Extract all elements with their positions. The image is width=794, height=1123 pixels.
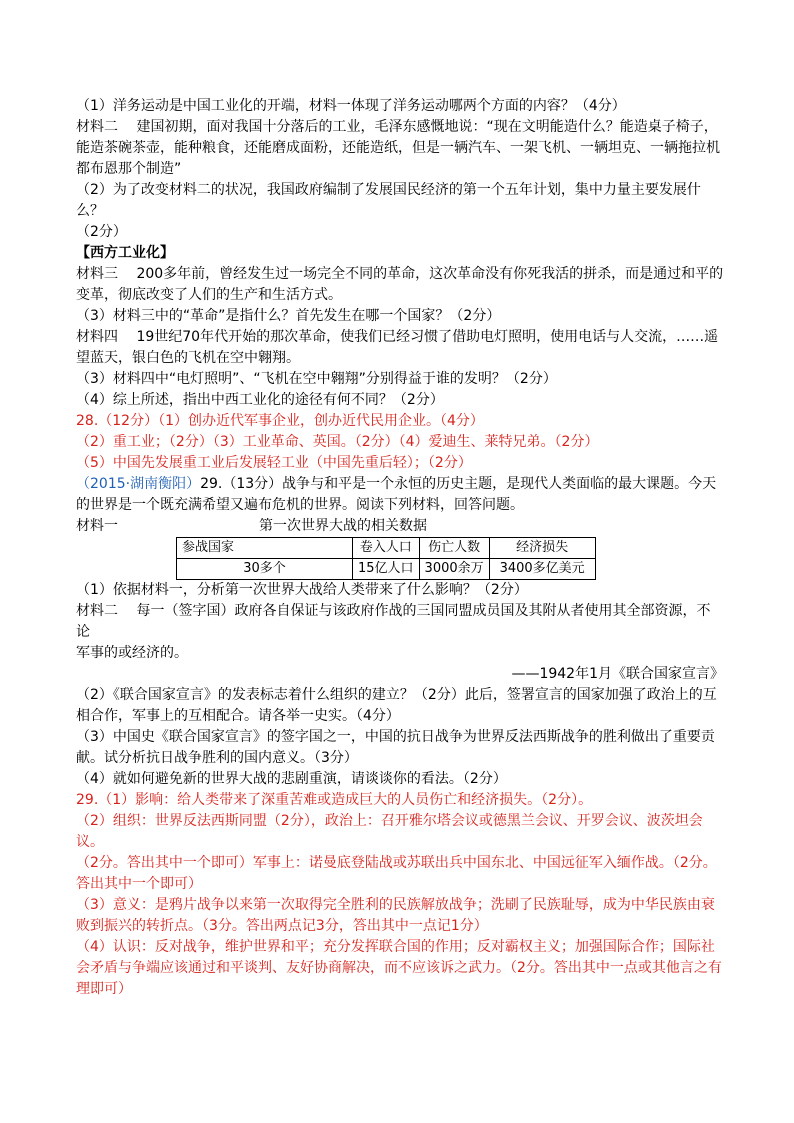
text-line: 理即可） (76, 981, 132, 997)
table-header-row (177, 538, 596, 559)
text-line: 【西方工业化】 (76, 245, 174, 261)
text-line: 材料二 建国初期，面对我国十分落后的工业，毛泽东感慨地说：“现在文明能造什么？能造桌子椅子， (76, 119, 718, 135)
table-caption: 第一次世界大战的相关数据 (259, 518, 427, 534)
text-line: （2）为了改变材料二的状况，我国政府编制了发展国民经济的第一个五年计划，集中力量主要发展什么？ (76, 182, 701, 219)
section-war-and-peace (76, 580, 724, 1000)
text-line: 相合作，军事上的互相配合。请各举一史实。（4分） (76, 708, 400, 724)
text-line: 能造茶碗茶壶，能种粮食，还能磨成面粉，还能造纸，但是一辆汽车、一架飞机、一辆坦克、一辆拖拉机 (76, 140, 720, 156)
table-row (177, 559, 596, 580)
table-cell: 3000余万 (419, 559, 489, 580)
section-chinese-industrialization (76, 96, 724, 474)
table-cell: 15亿人口 (353, 559, 420, 580)
text-line: （2）《联合国家宣言》的发表标志着什么组织的建立？（2分）此后，签署宣言的国家加强了政治上的互 (76, 687, 717, 703)
text-line: （3）材料四中“电灯照明”、“飞机在空中翱翔”分别得益于谁的发明？（2分） (76, 371, 557, 387)
material-1-label: 材料一 (76, 518, 118, 534)
text-line: ——1942年1月《联合国家宣言》 (511, 666, 724, 682)
text-line: （4）认识：反对战争，维护世界和平；充分发挥联合国的作用；反对霸权主义；加强国际合作；国际社 (76, 939, 715, 955)
text-line: （4）综上所述，指出中西工业化的途径有何不同？（2分） (76, 392, 444, 408)
text-line: 变革，彻底改变了人们的生产和生活方式。 (76, 287, 342, 303)
text-line: （1）洋务运动是中国工业化的开端，材料一体现了洋务运动哪两个方面的内容？（4分） (76, 98, 626, 114)
document-page (76, 96, 724, 1000)
text-line: 材料二 每一（签字国）政府各自保证与该政府作战的三国同盟成员国及其附从者使用其全部资源，不论 (76, 603, 711, 640)
text-line: 答出其中一个即可） (76, 876, 202, 892)
text-line: 28.（12分）（1）创办近代军事企业，创办近代民用企业。（4分） (76, 413, 484, 429)
text-line: 献。试分析抗日战争胜利的国内意义。（3分） (76, 750, 358, 766)
table-header-cell: 经济损失 (489, 538, 595, 559)
table-header-cell: 伤亡人数 (419, 538, 489, 559)
text-line: 败到振兴的转折点。（3分。答出两点记3分，答出其中一点记1分） (76, 918, 488, 934)
text-line: （1）依据材料一，分析第一次世界大战给人类带来了什么影响？（2分） (76, 582, 528, 598)
material-1-header (76, 516, 724, 537)
table-cell: 3400多亿美元 (489, 559, 595, 580)
question-29-intro (76, 474, 724, 495)
text-line: （2）重工业；（2分）（3）工业革命、英国。（2分）（4）爱迪生、莱特兄弟。（2分） (76, 434, 599, 450)
question-29-intro-line2: 的世界是一个既充满希望又遍布危机的世界。阅读下列材料，回答问题。 (76, 497, 524, 513)
text-line: （4）就如何避免新的世界大战的悲剧重演，请谈谈你的看法。（2分） (76, 771, 507, 787)
ww1-data-table (176, 537, 596, 580)
text-line: （5）中国先发展重工业后发展轻工业（中国先重后轻）；（2分） (76, 455, 472, 471)
text-line: （2）组织：世界反法西斯同盟（2分），政治上：召开雅尔塔会议或德黑兰会议、开罗会议、波茨坦会议。 (76, 813, 703, 850)
text-line: （3）材料三中的“革命”是指什么？首先发生在哪一个国家？（2分） (76, 308, 501, 324)
text-line: 会矛盾与争端应该通过和平谈判、友好协商解决，而不应该诉之武力。（2分。答出其中一点或其他言之有 (76, 960, 722, 976)
text-line: （2分） (76, 224, 127, 240)
table-cell: 30多个 (177, 559, 353, 580)
question-29-text: 29.（13分）战争与和平是一个永恒的历史主题，是现代人类面临的最大课题。今天 (200, 476, 717, 492)
text-line: 29.（1）影响：给人类带来了深重苦难或造成巨大的人员伤亡和经济损失。（2分）。 (76, 792, 593, 808)
text-line: 材料四 19世纪70年代开始的那次革命，使我们已经习惯了借助电灯照明，使用电话与人交流，……遥 (76, 329, 719, 345)
table-header-cell: 卷入人口 (353, 538, 420, 559)
text-line: 都布恩那个制造” (76, 161, 182, 177)
text-line: 军事的或经济的。 (76, 645, 188, 661)
text-line: （3）中国史《联合国家宣言》的签字国之一，中国的抗日战争为世界反法西斯战争的胜利做出了重要贡 (76, 729, 715, 745)
text-line: （2分。答出其中一个即可）军事上：诺曼底登陆战或苏联出兵中国东北、中国远征军入缅作战。（2分。 (76, 855, 717, 871)
table-header-cell: 参战国家 (177, 538, 353, 559)
text-line: 望蓝天，银白色的飞机在空中翱翔。 (76, 350, 300, 366)
text-line: 材料三 200多年前，曾经发生过一场完全不同的革命，这次革命没有你死我活的拼杀，而是通过和平的 (76, 266, 724, 282)
question-source: （2015·湖南衡阳） (76, 476, 201, 492)
text-line: （3）意义：是鸦片战争以来第一次取得完全胜利的民族解放战争；洗刷了民族耻辱，成为中华民族由衰 (76, 897, 715, 913)
